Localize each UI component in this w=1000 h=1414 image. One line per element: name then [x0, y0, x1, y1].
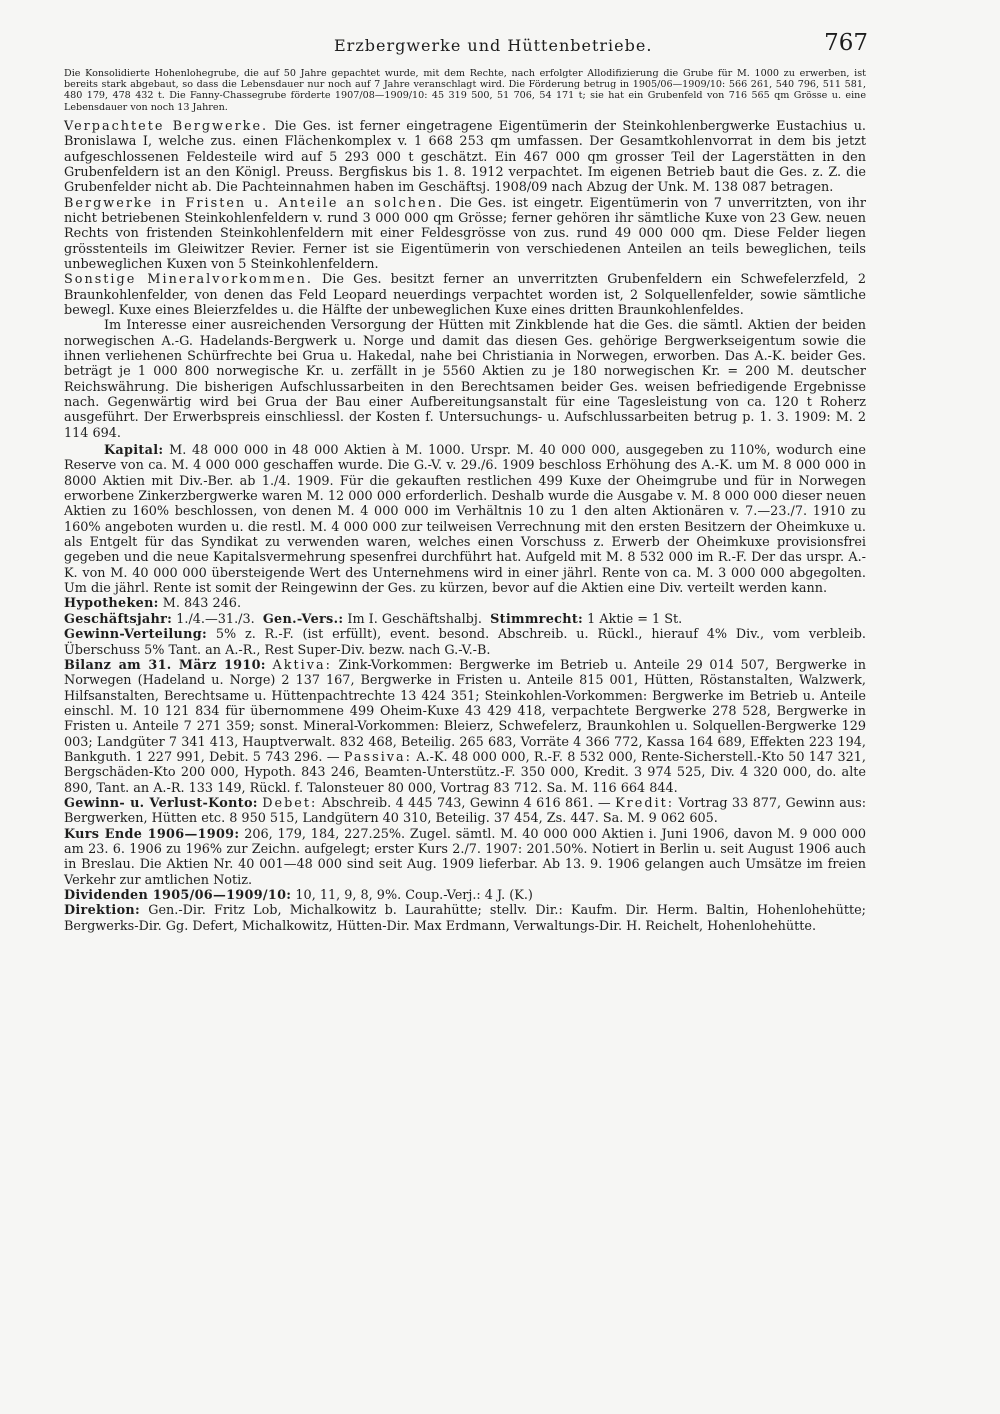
section-heading: Bergwerke in Fristen u. Anteile an solchen. — [64, 195, 444, 211]
section-bergwerke-in-fristen — [64, 196, 866, 273]
debet-text: Abschreib. 4 445 743, Gewinn 4 616 861. — — [321, 795, 611, 811]
aktiva-text: Zink-Vorkommen: Bergwerke im Betrieb u. Anteile 29 014 507, Bergwerke in Norwegen (Hadeland u. Norge) 2 137 167, Bergwerke in Fristen u. Anteile 815 001, Hütten, Röstanstalten, Walzwerk, Hilfsanstalten, Berechtsame u. Hüttenpachtrechte 13 424 351; Steinkohlen-Vorkommen: Bergwerke im Betrieb u. Anteile einschl. M. 10 121 834 für übernommene 499 Oheim-Kuxe 43 429 418, verpachtete Bergwerke 278 528, Bergwerke in Fristen u. Anteile 7 271 359; sonst. Mineral-Vorkommen: Bleierz, Schwefelerz, Braunkohlen u. Solquellen-Bergwerke 129 003; Landgüter 7 341 413, Hauptverwalt. 832 468, Beteilig. 265 683, Vorräte 4 366 772, Kassa 164 689, Effekten 223 194, Bankguth. 1 227 991, Debit. 5 743 296. — — [64, 657, 866, 765]
article-body — [64, 119, 866, 934]
field-value: 10, 11, 9, 8, 9%. Coup.-Verj.: 4 J. (K.) — [295, 888, 533, 903]
field-value: 1./4.—31./3. — [176, 611, 255, 627]
section-heading: Sonstige Mineralvorkommen. — [64, 272, 313, 288]
field-value: 5% z. R.-F. (ist erfüllt), event. besond. Abschreib. u. Rückl., hierauf 4% Div., vom verbleib. Überschuss 5% Tant. an A.-R., Rest Super-Div. bezw. nach G.-V.-B. — [64, 627, 866, 658]
page-number: 767 — [824, 30, 868, 56]
field-label: Kurs Ende 1906—1909: — [64, 826, 240, 842]
field-value: Gen.-Dir. Fritz Lob, Michalkowitz b. Laurahütte; stellv. Dir.: Kaufm. Dir. Herm. Baltin, Hohenlohehütte; Bergwerks-Dir. Gg. Defert, Michalkowitz, Hütten-Dir. Max Erdmann, Verwaltungs-Dir. H. Reichelt, Hohenlohehütte. — [64, 903, 866, 934]
field-label: Gen.-Vers.: — [262, 611, 344, 627]
field-value: M. 48 000 000 in 48 000 Aktien à M. 1000. Urspr. M. 40 000 000, ausgegeben zu 110%, wodurch eine Reserve von ca. M. 4 000 000 geschaffen wurde. Die G.-V. v. 29./6. 1909 beschloss Erhöhung des A.-K. um M. 8 000 000 in 8000 Aktien mit Div.-Ber. ab 1./4. 1909. Für die gekauften restlichen 499 Kuxe der Oheimgrube und für in Norwegen erworbene Zinkerzbergwerke waren M. 12 000 000 erforderlich. Deshalb wurde die Ausgabe v. M. 8 000 000 dieser neuen Aktien zu 160% beschlossen, von denen M. 4 000 000 im Verhältnis 10 zu 1 den alten Aktionären v. 7.—23./7. 1910 zu 160% angeboten wurden u. die restl. M. 4 000 000 zur teilweisen Verrechnung mit den ersten Besitzern der Oheimkuxe u. als Entgelt für das Syndikat zu verwenden waren, welches einen Vorschuss z. Erwerb der Oheimkuxe provisionsfrei gegeben und die neue Kapitalsvermehrung spesenfrei durchführt hat. Aufgeld mit M. 8 532 000 im R.-F. Der das urspr. A.-K. von M. 40 000 000 übersteigende Wert des Unternehmens wird in einer jährl. Rente von ca. M. 3 000 000 abgegolten. Um die jährl. Rente ist somit der Reingewinn der Ges. zu kürzen, bevor auf die Aktien eine Div. verteilt werden kann. — [64, 443, 866, 597]
section-dividenden — [64, 888, 866, 903]
section-text: Die Ges. besitzt ferner an unverritzten Grubenfeldern ein Schwefelerzfeld, 2 Braunkohlenfelder, von denen das Feld Leopard neuerdings verpachtet worden ist, 2 Solquellenfelder, sowie sämtliche bewegl. Kuxe eines Bleierzfeldes u. die Hälfte der unbeweglichen Kuxe eines dritten Braunkohlenfeldes. — [64, 272, 866, 318]
section-text: Die Ges. ist ferner eingetragene Eigentümerin der Steinkohlenbergwerke Eustachius u. Bronislawa I, welche zus. einen Flächenkomplex v. 1 668 253 qm umfassen. Der Gesamtkohlenvorrat in dem bis jetzt aufgeschlossenen Feldesteile wird auf 5 293 000 t geschätzt. Ein 467 000 qm grosser Teil der Lagerstätten in den Grubenfeldern ist an den Königl. Preuss. Bergfiskus bis 1. 8. 1912 verpachtet. Im eigenen Betrieb baut die Ges. z. Z. die Grubenfelder nicht ab. Die Pachteinnahmen haben im Geschäftsj. 1908/09 nach Abzug der Unk. M. 138 087 betragen. — [64, 118, 867, 196]
section-bilanz — [64, 658, 866, 796]
field-value: 1 Aktie = 1 St. — [587, 611, 683, 627]
section-text: Die Ges. ist eingetr. Eigentümerin von 7 unverritzten, von ihr nicht betriebenen Steinkohlenfeldern v. rund 3 000 000 qm Grösse; ferner gehören ihr sämtliche Kuxe von 23 Gew. neuen Rechts von fristenden Steinkohlenfeldern mit einer Feldesgrösse von zus. rund 49 000 000 qm. Diese Felder liegen grösstenteils im Gleiwitzer Revier. Ferner ist sie Eigentümerin von verschiedenen Anteilen an teils beweglichen, teils unbeweglichen Kuxen von 5 Steinkohlenfeldern. — [64, 195, 866, 272]
field-label: Kapital: — [104, 443, 164, 459]
passiva-text: A.-K. 48 000 000, R.-F. 8 532 000, Rente-Sicherstell.-Kto 50 147 321, Bergschäden-Kto 200 000, Hypoth. 843 246, Beamten-Unterstütz.-F. 350 000, Kredit. 3 974 525, Div. 4 320 000, do. alte 890, Tant. an A.-R. 133 149, Rückl. f. Talonsteuer 80 000, Vortrag 83 712. Sa. M. 116 664 844. — [64, 749, 867, 796]
section-geschaeftsjahr — [64, 612, 866, 627]
field-label: Direktion: — [64, 903, 141, 919]
debet-label: Debet: — [262, 795, 318, 811]
section-kapital — [64, 443, 866, 596]
aktiva-label: Aktiva: — [272, 657, 332, 673]
section-mineralvorkommen — [64, 272, 866, 318]
field-label: Gewinn- u. Verlust-Konto: — [64, 795, 258, 811]
field-label: Geschäftsjahr: — [64, 611, 173, 627]
field-label: Stimmrecht: — [490, 611, 584, 627]
section-verpachtete-bergwerke — [64, 119, 866, 196]
running-title: Erzbergwerke und Hüttenbetriebe. — [334, 36, 653, 55]
field-label: Hypotheken: — [64, 596, 159, 612]
section-kurs — [64, 827, 866, 888]
section-gewinn-verlust — [64, 796, 866, 827]
field-label: Bilanz am 31. März 1910: — [64, 657, 266, 673]
section-hypotheken — [64, 596, 866, 611]
passiva-label: Passiva: — [343, 749, 412, 765]
kredit-label: Kredit: — [615, 795, 675, 811]
section-direktion — [64, 903, 866, 934]
field-value: Im I. Geschäftshalbj. — [347, 611, 482, 627]
section-norwegen: Im Interesse einer ausreichenden Versorgung der Hütten mit Zinkblende hat die Ges. die sämtl. Aktien der beiden norwegischen A.-G. Hadelands-Bergwerk u. Norge und damit das diesen Ges. gehörige Bergwerkseigentum sowie die ihnen verliehenen Schürfrechte bei Grua u. Hakedal, nahe bei Christiania in Norwegen, erworben. Das A.-K. beider Ges. beträgt je 1 000 800 norwegische Kr. u. zerfällt in je 5560 Aktien zu je 180 norwegischen Kr. = 200 M. deutscher Reichswährung. Die bisherigen Aufschlussarbeiten in den Berechtsamen beider Ges. weisen befriedigende Ergebnisse nach. Gegenwärtig wird bei Grua der Bau einer Aufbereitungsanstalt für eine Tagesleistung von ca. 120 t Roherz ausgeführt. Der Erwerbspreis einschliessl. der Kosten f. Untersuchungs- u. Aufschlussarbeiten betrug p. 1. 3. 1909: M. 2 114 694. — [64, 318, 866, 441]
section-gewinn-verteilung — [64, 627, 866, 658]
footnote-paragraph: Die Konsolidierte Hohenlohegrube, die auf 50 Jahre gepachtet wurde, mit dem Rechte, nach erfolgter Allodifizierung die Grube für M. 1000 zu erwerben, ist bereits stark abgebaut, so dass die Lebensdauer nur noch auf 7 Jahre veranschlagt wird. Die Förderung betrug in 1905/06—1909/10: 566 261, 540 796, 511 581, 480 179, 478 432 t. Die Fanny-Chassegrube förderte 1907/08—1909/10: 45 319 500, 51 706, 54 171 t; sie hat ein Grubenfeld von 716 565 qm Grösse u. eine Lebensdauer von noch 13 Jahren. — [64, 68, 866, 113]
field-value: M. 843 246. — [162, 596, 242, 612]
field-value: 206, 179, 184, 227.25%. Zugel. sämtl. M. 40 000 000 Aktien i. Juni 1906, davon M. 9 000 000 am 23. 6. 1906 zu 196% zur Zeichn. aufgelegt; erster Kurs 2./7. 1907: 201.50%. Notiert in Berlin u. seit August 1906 auch in Breslau. Die Aktien Nr. 40 001—48 000 sind seit Aug. 1909 lieferbar. Ab 13. 9. 1906 gelangen auch Umsätze im freien Verkehr zur amtlichen Notiz. — [64, 826, 866, 888]
running-header — [64, 30, 866, 64]
field-label: Gewinn-Verteilung: — [64, 627, 208, 643]
section-heading: Verpachtete Bergwerke. — [64, 118, 269, 134]
field-label: Dividenden 1905/06—1909/10: — [64, 888, 292, 903]
kredit-text: Vortrag 33 877, Gewinn aus: Bergwerken, Hütten etc. 8 950 515, Landgütern 40 310, Beteilig. 37 454, Zs. 447. Sa. M. 9 062 605. — [64, 795, 867, 827]
